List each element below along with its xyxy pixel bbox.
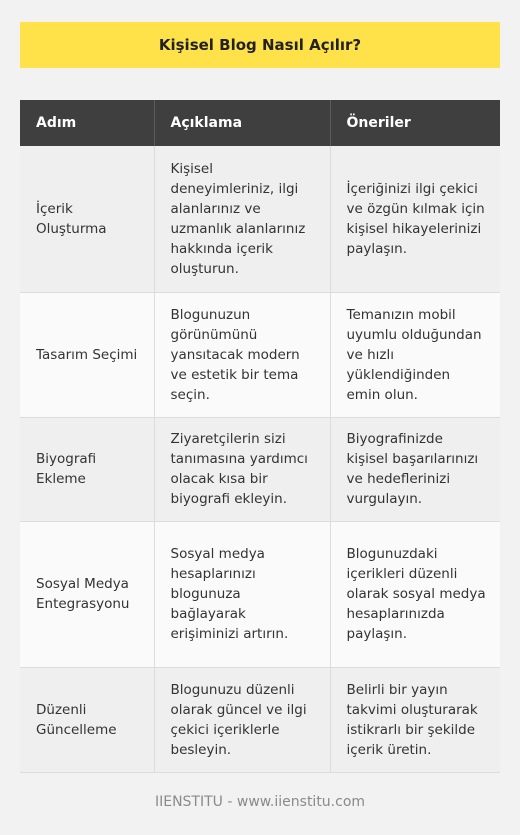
- header-row: [20, 100, 500, 146]
- step-cell: Sosyal Medya Entegrasyonu: [20, 521, 154, 667]
- suggestion-cell: Blogunuzdaki içerikleri düzenli olarak sosyal medya hesaplarınızda paylaşın.: [330, 521, 500, 667]
- description-cell: Blogunuzun görünümünü yansıtacak modern ve estetik bir tema seçin.: [154, 292, 330, 417]
- table-row: [20, 667, 500, 772]
- description-cell: Ziyaretçilerin sizi tanımasına yardımcı olacak kısa bir biyografi ekleyin.: [154, 417, 330, 521]
- table-body: [20, 146, 500, 772]
- table-row: [20, 146, 500, 292]
- steps-table: [20, 100, 500, 773]
- page-title: Kişisel Blog Nasıl Açılır?: [20, 22, 500, 68]
- step-cell: Biyografi Ekleme: [20, 417, 154, 521]
- suggestion-cell: Temanızın mobil uyumlu olduğundan ve hızlı yüklendiğinden emin olun.: [330, 292, 500, 417]
- column-header-suggestions: Öneriler: [330, 100, 500, 146]
- suggestion-cell: İçeriğinizi ilgi çekici ve özgün kılmak için kişisel hikayelerinizi paylaşın.: [330, 146, 500, 292]
- column-header-description: Açıklama: [154, 100, 330, 146]
- table-row: [20, 417, 500, 521]
- table-row: [20, 292, 500, 417]
- step-cell: Tasarım Seçimi: [20, 292, 154, 417]
- column-header-step: Adım: [20, 100, 154, 146]
- step-cell: Düzenli Güncelleme: [20, 667, 154, 772]
- description-cell: Kişisel deneyimleriniz, ilgi alanlarınız ve uzmanlık alanlarınız hakkında içerik oluşturun.: [154, 146, 330, 292]
- description-cell: Blogunuzu düzenli olarak güncel ve ilgi çekici içeriklerle besleyin.: [154, 667, 330, 772]
- suggestion-cell: Biyografinizde kişisel başarılarınızı ve hedeflerinizi vurgulayın.: [330, 417, 500, 521]
- table-header: [20, 100, 500, 146]
- footer-credit: IIENSTITU - www.iienstitu.com: [154, 794, 366, 810]
- table-row: [20, 521, 500, 667]
- description-cell: Sosyal medya hesaplarınızı blogunuza bağlayarak erişiminizi artırın.: [154, 521, 330, 667]
- step-cell: İçerik Oluşturma: [20, 146, 154, 292]
- suggestion-cell: Belirli bir yayın takvimi oluşturarak istikrarlı bir şekilde içerik üretin.: [330, 667, 500, 772]
